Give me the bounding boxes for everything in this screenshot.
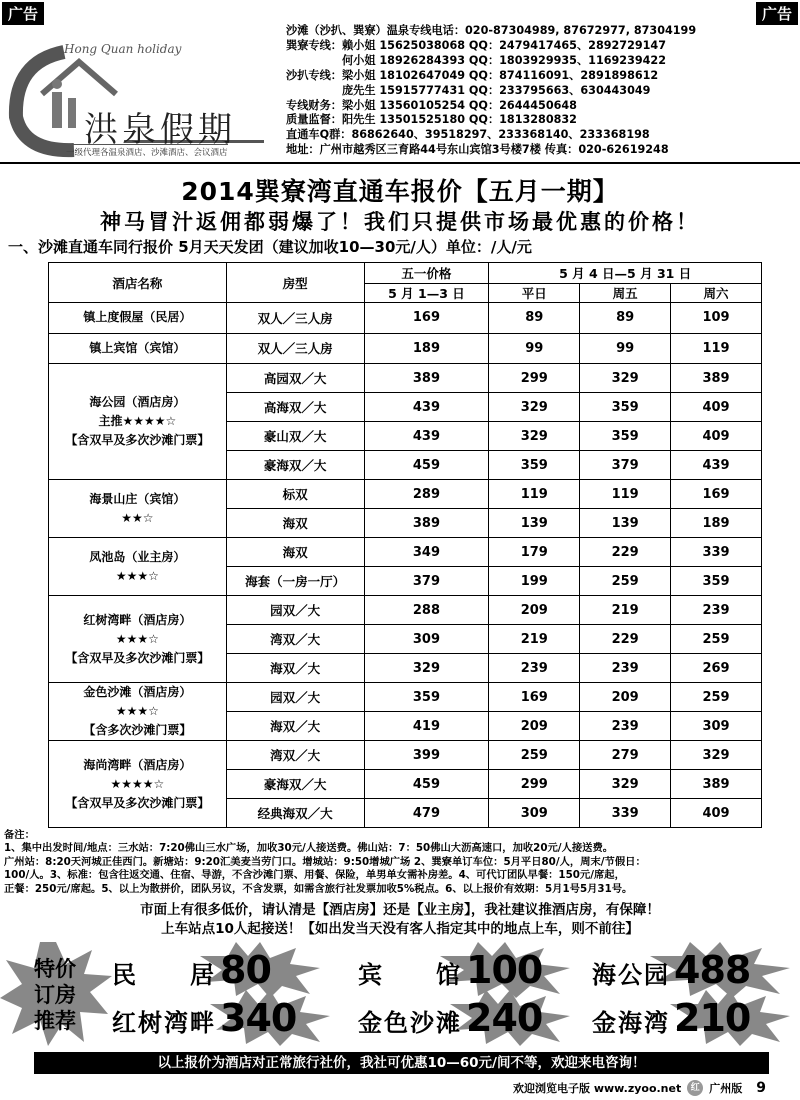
price-friday-cell: 259	[580, 567, 671, 596]
header	[0, 18, 800, 164]
hotel-name-cell	[49, 596, 227, 683]
room-type-cell: 双人／三人房	[226, 333, 364, 364]
price-holiday-cell: 459	[364, 770, 489, 799]
hotel-line: 海尚湾畔（酒店房）	[83, 757, 192, 772]
price-saturday-cell: 439	[671, 451, 762, 480]
deal-jinhaiwan	[592, 996, 750, 1040]
room-type-cell: 湾双／大	[226, 741, 364, 770]
room-type-cell: 海套（一房一厅）	[226, 567, 364, 596]
note-line: 1、集中出发时间/地点：三水站：7:20佛山三水广场，加收30元/人接送费。佛山站：7：50佛山大沥高速口，加收20元/人接送费。	[4, 842, 614, 855]
hotel-name-cell	[49, 480, 227, 538]
col-header-holiday-dates: 5 月 1—3 日	[364, 284, 489, 303]
deal-name: 金海湾	[592, 1008, 670, 1037]
deal-name: 民 居	[112, 960, 216, 989]
room-type-cell: 豪山双／大	[226, 422, 364, 451]
price-friday-cell: 379	[580, 451, 671, 480]
promo-label-line: 推荐	[34, 1009, 76, 1033]
price-saturday-cell: 169	[671, 480, 762, 509]
slogan: 神马冒汁返佣都弱爆了！我们只提供市场最优惠的价格！	[100, 209, 700, 234]
contact-info	[286, 24, 796, 158]
price-saturday-cell: 189	[671, 509, 762, 538]
price-saturday-cell: 119	[671, 333, 762, 364]
price-weekday-cell: 259	[489, 741, 580, 770]
room-type-cell: 高海双／大	[226, 393, 364, 422]
page-title: 2014巽寮湾直通车报价【五月一期】	[181, 177, 619, 206]
hotel-line: 海景山庄（宾馆）	[89, 491, 186, 506]
deal-price: 488	[674, 948, 751, 992]
deal-name: 宾 馆	[358, 960, 462, 989]
price-saturday-cell: 409	[671, 799, 762, 828]
price-friday-cell: 119	[580, 480, 671, 509]
hotel-name-cell	[49, 303, 227, 334]
hotel-line: 镇上宾馆（宾馆）	[89, 340, 186, 355]
price-weekday-cell: 209	[489, 712, 580, 741]
price-table	[48, 262, 762, 828]
hotel-line: ★★★★☆	[110, 776, 165, 791]
ad-label-right: 广告	[756, 2, 798, 25]
price-friday-cell: 219	[580, 596, 671, 625]
room-type-cell: 园双／大	[226, 683, 364, 712]
contact-line: 沙滩（沙扒、巽寮）温泉专线电话：020-87304989, 87672977, 87304199	[286, 24, 697, 37]
price-holiday-cell: 288	[364, 596, 489, 625]
price-holiday-cell: 189	[364, 333, 489, 364]
hotel-name-cell	[49, 683, 227, 741]
price-saturday-cell: 339	[671, 538, 762, 567]
price-friday-cell: 329	[580, 770, 671, 799]
company-logo	[4, 22, 272, 158]
contact-line: 专线财务：梁小姐 13560105254 QQ：2644450648	[286, 98, 577, 112]
price-saturday-cell: 409	[671, 422, 762, 451]
deal-name: 海公园	[592, 960, 670, 989]
table-row	[49, 596, 762, 625]
price-saturday-cell: 309	[671, 712, 762, 741]
hotel-line: 红树湾畔（酒店房）	[83, 612, 192, 627]
table-row	[49, 741, 762, 770]
price-saturday-cell: 389	[671, 364, 762, 393]
contact-line: 质量监督：阳先生 13501525180 QQ：1813280832	[286, 113, 577, 127]
price-holiday-cell: 419	[364, 712, 489, 741]
hotel-line: ★★★☆	[115, 568, 159, 583]
deal-price: 100	[466, 948, 543, 992]
logo-subtitle: 一级代理各温泉酒店、沙滩酒店、会议酒店	[66, 144, 228, 158]
price-table-body	[49, 303, 762, 828]
table-row	[49, 538, 762, 567]
deal-binguan	[358, 948, 542, 992]
price-holiday-cell: 289	[364, 480, 489, 509]
deal-price: 340	[220, 996, 297, 1040]
table-row	[49, 683, 762, 712]
promo-label	[10, 956, 100, 1034]
price-holiday-cell: 439	[364, 422, 489, 451]
room-type-cell: 海双／大	[226, 654, 364, 683]
col-header-friday: 周五	[580, 284, 671, 303]
room-type-cell: 海双	[226, 538, 364, 567]
hotel-line: 海公园（酒店房）	[89, 395, 186, 409]
browse-text: 欢迎浏览电子版 www.zyoo.net	[513, 1082, 682, 1095]
deal-price: 240	[466, 996, 543, 1040]
price-saturday-cell: 239	[671, 596, 762, 625]
price-saturday-cell: 359	[671, 567, 762, 596]
price-holiday-cell: 389	[364, 509, 489, 538]
price-weekday-cell: 329	[489, 393, 580, 422]
price-holiday-cell: 309	[364, 625, 489, 654]
hotel-name-cell	[49, 333, 227, 364]
promo-label-line: 订房	[34, 983, 76, 1007]
price-weekday-cell: 179	[489, 538, 580, 567]
price-friday-cell: 359	[580, 393, 671, 422]
table-row	[49, 303, 762, 334]
page-number: 9	[756, 1080, 766, 1096]
room-type-cell: 经典海双／大	[226, 799, 364, 828]
room-type-cell: 园双／大	[226, 596, 364, 625]
note-line: 100/人。3、标准：包含往返交通、住宿、导游，不含沙滩门票、用餐、保险，单男单女需补房差。4、可代订团队早餐：150元/席起，	[4, 869, 625, 882]
price-friday-cell: 229	[580, 625, 671, 654]
deal-name: 红树湾畔	[112, 1008, 216, 1037]
price-friday-cell: 279	[580, 741, 671, 770]
hotel-line: 【含双早及多次沙滩门票】	[65, 650, 210, 665]
deal-minju	[112, 948, 271, 992]
price-holiday-cell: 479	[364, 799, 489, 828]
deal-hongshuwanpan	[112, 996, 296, 1040]
promo-section	[0, 942, 800, 1046]
hotel-line: 镇上度假屋（民居）	[83, 310, 192, 325]
hotel-line: ★★★☆	[115, 631, 159, 646]
room-type-cell: 豪海双／大	[226, 770, 364, 799]
note-line: 正餐：250元/席起。5、以上为散拼价，团队另议，不含发票，如需含旅行社发票加收5%税点。6、以上报价有效期：5月1号5月31号。	[4, 882, 633, 895]
price-weekday-cell: 199	[489, 567, 580, 596]
col-header-weekday: 平日	[489, 284, 580, 303]
table-row	[49, 480, 762, 509]
warning-line-1: 市面上有很多低价，请认清是【酒店房】还是【业主房】，我社建议推酒店房，有保障！	[140, 902, 660, 918]
price-friday-cell: 139	[580, 509, 671, 538]
hotel-line: 凤池岛（业主房）	[89, 549, 186, 564]
price-friday-cell: 239	[580, 712, 671, 741]
price-holiday-cell: 389	[364, 364, 489, 393]
price-friday-cell: 359	[580, 422, 671, 451]
hotel-name-cell	[49, 538, 227, 596]
logo-chinese-name: 洪泉假期	[84, 110, 236, 150]
room-type-cell: 双人／三人房	[226, 303, 364, 334]
price-weekday-cell: 359	[489, 451, 580, 480]
price-weekday-cell: 299	[489, 364, 580, 393]
price-holiday-cell: 349	[364, 538, 489, 567]
promo-label-line: 特价	[34, 957, 76, 981]
contact-line: 沙扒专线：梁小姐 18102647049 QQ：874116091、2891898612	[286, 68, 659, 82]
price-weekday-cell: 239	[489, 654, 580, 683]
price-friday-cell: 209	[580, 683, 671, 712]
price-friday-cell: 329	[580, 364, 671, 393]
room-type-cell: 湾双／大	[226, 625, 364, 654]
room-type-cell: 高园双／大	[226, 364, 364, 393]
page-footer	[513, 1080, 766, 1096]
price-saturday-cell: 329	[671, 741, 762, 770]
publisher-logo-icon: 红	[687, 1080, 703, 1096]
hotel-line: 【含多次沙滩门票】	[83, 723, 192, 737]
price-weekday-cell: 99	[489, 333, 580, 364]
edition-label: 广州版	[709, 1082, 743, 1095]
hotel-line: 主推★★★★☆	[98, 414, 177, 428]
price-saturday-cell: 389	[671, 770, 762, 799]
hotel-line: 【含双早及多次沙滩门票】	[65, 433, 210, 447]
notes	[4, 829, 796, 896]
price-weekday-cell: 89	[489, 303, 580, 334]
price-friday-cell: 239	[580, 654, 671, 683]
col-header-room: 房型	[226, 263, 364, 303]
deal-haigongyuan	[592, 948, 750, 992]
table-row	[49, 333, 762, 364]
price-weekday-cell: 119	[489, 480, 580, 509]
note-line: 备注：	[4, 829, 35, 841]
hotel-line: ★★☆	[121, 510, 154, 525]
contact-line: 直通车Q群：86862640、39518297、233368140、233368198	[286, 128, 650, 142]
deal-price: 80	[220, 948, 271, 992]
price-weekday-cell: 169	[489, 683, 580, 712]
price-saturday-cell: 269	[671, 654, 762, 683]
contact-line: 庞先生 15915777431 QQ：233795663、630443049	[286, 83, 651, 97]
price-holiday-cell: 399	[364, 741, 489, 770]
price-friday-cell: 89	[580, 303, 671, 334]
price-weekday-cell: 309	[489, 799, 580, 828]
table-row	[49, 364, 762, 393]
room-type-cell: 豪海双／大	[226, 451, 364, 480]
col-header-period: 5 月 4 日—5 月 31 日	[489, 263, 762, 284]
price-saturday-cell: 109	[671, 303, 762, 334]
hotel-name-cell	[49, 741, 227, 828]
price-friday-cell: 99	[580, 333, 671, 364]
room-type-cell: 海双／大	[226, 712, 364, 741]
price-saturday-cell: 259	[671, 625, 762, 654]
logo-english-name: Hong Quan holiday	[64, 42, 182, 56]
hotel-line: ★★★☆	[115, 704, 159, 718]
price-weekday-cell: 299	[489, 770, 580, 799]
hotel-line: 【含双早及多次沙滩门票】	[65, 795, 210, 810]
ad-label-left: 广告	[2, 2, 44, 25]
price-weekday-cell: 219	[489, 625, 580, 654]
col-header-saturday: 周六	[671, 284, 762, 303]
note-line: 广州站：8:20天河城正佳西门。新塘站：9:20汇美麦当劳门口。增城站：9:50增城广场 2、巽寮单订车位：5月平日80/人，周末/节假日：	[4, 855, 646, 868]
price-saturday-cell: 259	[671, 683, 762, 712]
section-title: 一、沙滩直通车同行报价 5月天天发团（建议加收10—30元/人）单位：/人/元	[8, 238, 532, 256]
hotel-line: 金色沙滩（酒店房）	[83, 685, 192, 699]
price-friday-cell: 229	[580, 538, 671, 567]
deal-jinseshatan	[358, 996, 542, 1040]
price-holiday-cell: 169	[364, 303, 489, 334]
price-weekday-cell: 329	[489, 422, 580, 451]
price-holiday-cell: 439	[364, 393, 489, 422]
deal-price: 210	[674, 996, 751, 1040]
price-holiday-cell: 459	[364, 451, 489, 480]
col-header-hotel: 酒店名称	[49, 263, 227, 303]
deal-name: 金色沙滩	[358, 1008, 462, 1037]
price-holiday-cell: 379	[364, 567, 489, 596]
room-type-cell: 海双	[226, 509, 364, 538]
price-friday-cell: 339	[580, 799, 671, 828]
price-saturday-cell: 409	[671, 393, 762, 422]
price-holiday-cell: 359	[364, 683, 489, 712]
contact-line: 地址：广州市越秀区三育路44号东山宾馆3号楼7楼 传真：020-62619248	[286, 143, 669, 157]
warning-line-2: 上车站点10人起接送！【如出发当天没有客人指定其中的地点上车，则不前往】	[161, 921, 639, 937]
hotel-name-cell	[49, 364, 227, 480]
footer-banner: 以上报价为酒店对正常旅行社价，我社可优惠10—60元/间不等，欢迎来电咨询！	[34, 1052, 769, 1074]
price-weekday-cell: 139	[489, 509, 580, 538]
contact-line: 巽寮专线：赖小姐 15625038068 QQ：2479417465、2892729147	[286, 38, 666, 52]
price-holiday-cell: 329	[364, 654, 489, 683]
col-header-holiday: 五一价格	[364, 263, 489, 284]
contact-line: 何小姐 18926284393 QQ：1803929935、1169239422	[286, 53, 666, 67]
price-weekday-cell: 209	[489, 596, 580, 625]
room-type-cell: 标双	[226, 480, 364, 509]
